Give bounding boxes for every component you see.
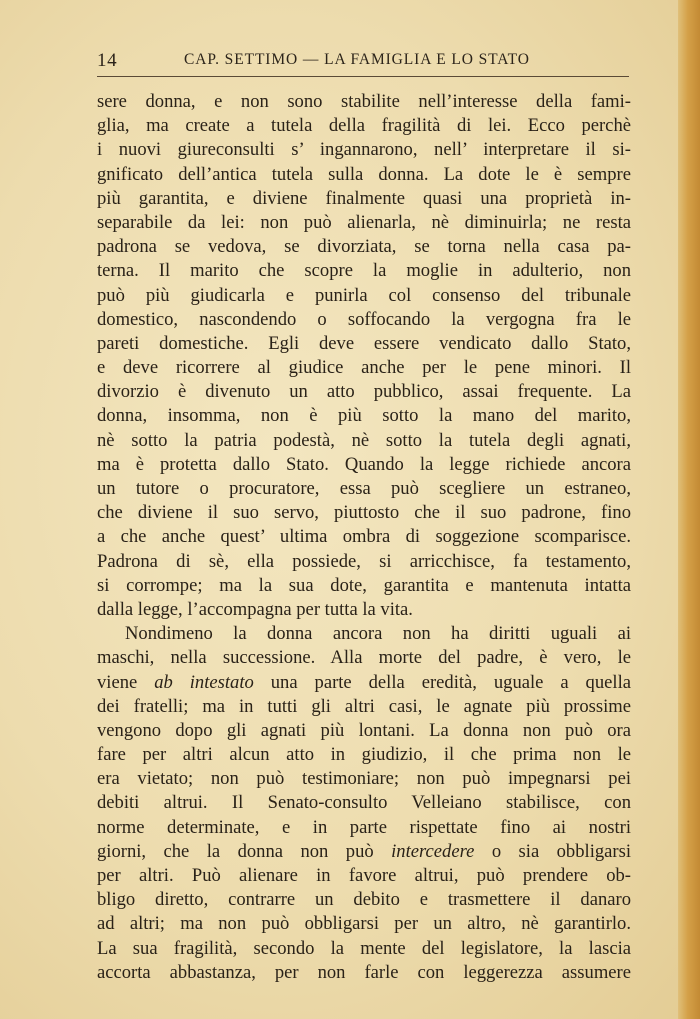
text-line: ad altri; ma non può obbligarsi per un altro, nè garantirlo. (97, 913, 631, 935)
text-span: una parte della eredità, uguale a quella (253, 671, 631, 693)
body-text (97, 90, 631, 985)
text-line: dei fratelli; ma in tutti gli altri casi, le agnate più prossime (97, 695, 631, 717)
text-line: separabile da lei: non può alienarla, nè diminuirla; ne resta (97, 211, 631, 233)
text-line: ma è protetta dallo Stato. Quando la legge richiede ancora (97, 453, 631, 475)
text-line: domestico, nascondendo o soffocando la vergogna fra le (97, 308, 631, 330)
text-span: o sia obbligarsi (474, 840, 631, 862)
text-line: bligo diretto, contrarre un debito e trasmettere il danaro (97, 889, 631, 911)
text-line: un tutore o procuratore, essa può scegliere un estraneo, (97, 478, 631, 499)
text-line: che diviene il suo servo, piuttosto che il suo padrone, fino (97, 502, 631, 524)
book-edge (678, 0, 700, 1019)
text-line: La sua fragilità, secondo la mente del legislatore, la lascia (97, 937, 631, 959)
italic-phrase: ab intestato (154, 671, 254, 693)
text-line (97, 840, 631, 864)
text-line: donna, insomma, non è più sotto la mano del marito, (97, 405, 631, 427)
text-span: giorni, che la donna non può (97, 840, 392, 862)
text-line: può più giudicarla e punirla col consenso del tribunale (97, 284, 631, 306)
text-line: debiti altrui. Il Senato-consulto Velleiano stabilisce, con (97, 792, 631, 814)
text-line: sere donna, e non sono stabilite nell’interesse della fami- (97, 91, 631, 112)
text-line: divorzio è divenuto un atto pubblico, assai frequente. La (97, 381, 631, 403)
page-number: 14 (97, 50, 118, 71)
text-line (97, 671, 631, 695)
text-line: dalla legge, l’accompagna per tutta la vita. (97, 598, 413, 620)
text-line: gnificato dell’antica tutela sulla donna. La dote le è sempre (97, 163, 631, 185)
text-line: pareti domestiche. Egli deve essere vendicato dallo Stato, (97, 332, 631, 354)
header-rule (97, 76, 629, 77)
text-line: glia, ma create a tutela della fragilità di lei. Ecco perchè (97, 115, 631, 137)
text-line: Nondimeno la donna ancora non ha diritti uguali ai (125, 623, 631, 645)
text-line: norme determinate, e in parte rispettate fino ai nostri (97, 816, 631, 838)
text-line: padrona se vedova, se divorziata, se torna nella casa pa- (97, 236, 631, 258)
text-line: i nuovi giureconsulti s’ ingannarono, nell’ interpretare il si- (97, 139, 631, 161)
italic-phrase: intercedere (391, 840, 475, 862)
text-line: era vietato; non può testimoniare; non può impegnarsi pei (97, 768, 631, 790)
text-line: si corrompe; ma la sua dote, garantita e mantenuta intatta (97, 574, 631, 596)
text-line: vengono dopo gli agnati più lontani. La donna non può ora (97, 719, 631, 741)
text-line: e deve ricorrere al giudice anche per le pene minori. Il (97, 357, 631, 379)
running-head: CAP. SETTIMO — LA FAMIGLIA E LO STATO (184, 51, 530, 68)
page-header (97, 46, 631, 72)
text-span: viene (97, 671, 155, 693)
text-line: terna. Il marito che scopre la moglie in adulterio, non (97, 260, 631, 282)
text-line: fare per altri alcun atto in giudizio, il che prima non le (97, 744, 631, 766)
text-line: Padrona di sè, ella possiede, si arricchisce, fa testamento, (97, 550, 631, 572)
text-line: più garantita, e diviene finalmente quasi una proprietà in- (97, 187, 631, 209)
text-line: per altri. Può alienare in favore altrui, può prendere ob- (97, 865, 631, 886)
text-line: maschi, nella successione. Alla morte del padre, è vero, le (97, 647, 631, 669)
text-line: a che anche quest’ ultima ombra di soggezione scomparisce. (97, 526, 631, 548)
text-line: nè sotto la patria podestà, nè sotto la tutela degli agnati, (97, 429, 631, 451)
text-line: accorta abbastanza, per non farle con leggerezza assumere (97, 961, 631, 983)
